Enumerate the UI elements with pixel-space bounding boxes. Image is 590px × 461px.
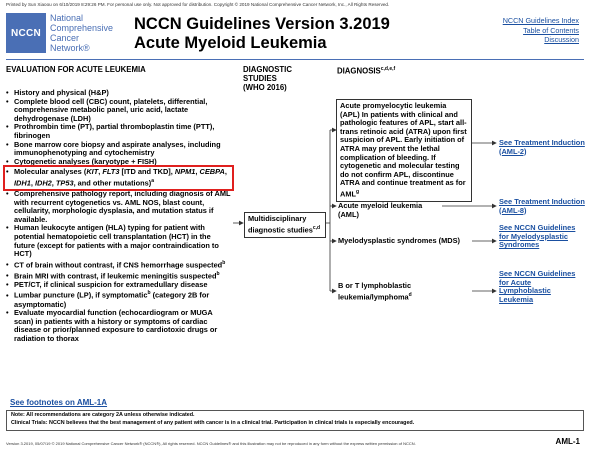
eval-item: • History and physical (H&P) <box>6 89 231 98</box>
eval-item: • Brain MRI with contrast, if leukemic meningitis suspected$^b$ <box>6 270 231 281</box>
diagnostic-heading-line1: DIAGNOSTIC <box>243 65 292 74</box>
note-clinical-trials: Clinical Trials: NCCN believes that the best management of any patient with cancer is in a clinical trial. Participation in clinical trials is especially encouraged. <box>11 419 415 426</box>
title-disease: Acute Myeloid Leukemia <box>134 34 327 52</box>
mds-label: Myelodysplastic syndromes (MDS) <box>338 236 460 245</box>
lymph-label: B or T lymphoblastic leukemia/lymphoma$^d$ <box>338 281 412 302</box>
eval-item: • Prothrombin time (PT), partial thromboplastin time (PTT), fibrinogen <box>6 123 231 140</box>
evaluation-heading: EVALUATION FOR ACUTE LEUKEMIA <box>6 65 146 74</box>
aml-label: Acute myeloid leukemia (AML) <box>338 201 423 219</box>
table-of-contents-link[interactable]: Table of Contents <box>523 25 579 35</box>
diagnostic-heading-line2: STUDIES <box>243 74 277 83</box>
note-category: Note: All recommendations are category 2A unless otherwise indicated. <box>11 412 195 418</box>
eval-item: • PET/CT, if clinical suspicion for extramedullary disease <box>6 281 231 290</box>
diagnosis-heading-sup: c,d,e,f <box>380 66 396 72</box>
eval-item: • Cytogenetic analyses (karyotype + FISH) <box>6 158 231 167</box>
logo-line-3: Cancer <box>50 33 80 43</box>
eval-item: • Evaluate myocardial function (echocardiogram or MUGA scan) in patients with a history or symptoms of cardiac disease or prior/planned exposure to cardiotoxic drugs or radiation to thorax <box>6 309 231 343</box>
apl-box: Acute promyelocytic leukemia (APL) In patients with clinical and pathologic features of APL, start all-trans retinoic acid (ATRA) upon first suspicion of APL. Early initiation of ATRA may prevent the lethal complication of bleeding. If cytogenetic and molecular testing do not confirm APL, discontinue ATRA and continue treatment as for AML$^g$ <box>336 99 472 202</box>
eval-item: • Complete blood cell (CBC) count, platelets, differential, comprehensive metabolic panel, uric acid, lactate dehydrogenase (LDH) <box>6 98 231 124</box>
notes-box <box>6 410 584 431</box>
eval-item: • Comprehensive pathology report, including diagnosis of AML with recurrent cytogenetics vs. AML NOS, blast count, cellularity, morphologic dysplasia, and mutation status if available. <box>6 190 231 224</box>
molecular-analyses-highlight: • Molecular analyses (KIT, FLT3 [ITD and TKD], NPM1, CEBPA, IDH1, IDH2, TP53, and other mutations)$^a$ <box>6 168 231 188</box>
guidelines-index-link[interactable]: NCCN Guidelines Index <box>502 16 579 25</box>
nccn-logo: NCCN <box>6 13 46 53</box>
eval-item: • CT of brain without contrast, if CNS hemorrhage suspected$^b$ <box>6 259 231 270</box>
title-version: NCCN Guidelines Version 3.2019 <box>134 15 390 33</box>
version-line: Version 3.2019, 05/07/19 © 2019 National Comprehensive Cancer Network® (NCCN®), All rights reserved. NCCN Guidelines® and this illustration may not be reproduced in any form without the express written permission of NCCN. <box>6 441 416 446</box>
footnotes-link[interactable]: See footnotes on AML-1A <box>10 398 108 407</box>
all-guidelines-link[interactable]: See NCCN Guidelines for Acute Lymphoblastic Leukemia <box>499 269 576 304</box>
logo-line-4: Network® <box>50 43 90 53</box>
multidisciplinary-studies-box: Multidisciplinary diagnostic studies$^{c,d}$ <box>244 212 326 238</box>
logo-line-2: Comprehensive <box>50 23 114 33</box>
mds-guidelines-link[interactable]: See NCCN Guidelines for Myelodysplastic Syndromes <box>499 223 576 250</box>
diagnostic-heading-line3: (WHO 2016) <box>243 83 287 92</box>
printed-by-line: Printed by Sun Xiaoou on 6/10/2019 8:29:26 PM. For personal use only. Not approved for distribution. Copyright © 2019 National Comprehensive Cancer Network, Inc., All Rights Reserved. <box>6 2 390 7</box>
apl-treatment-link[interactable]: See Treatment Induction (AML-2) <box>499 138 585 156</box>
logo-line-1: National <box>50 13 84 23</box>
eval-item: • Lumbar puncture (LP), if symptomatic$^b$ (category 2B for asymptomatic) <box>6 289 231 309</box>
eval-item: • Human leukocyte antigen (HLA) typing for patient with potential hematopoietic cell transplantation (HCT) in the future (except for patients with a major contraindication to HCT) <box>6 224 231 258</box>
discussion-link[interactable]: Discussion <box>544 35 579 44</box>
eval-item: • Bone marrow core biopsy and aspirate analyses, including immunophenotyping and cytochemistry <box>6 141 231 158</box>
aml-treatment-link[interactable]: See Treatment Induction (AML-8) <box>499 197 585 215</box>
diagnosis-heading-text: DIAGNOSIS <box>337 66 381 76</box>
page-number: AML-1 <box>555 437 580 446</box>
